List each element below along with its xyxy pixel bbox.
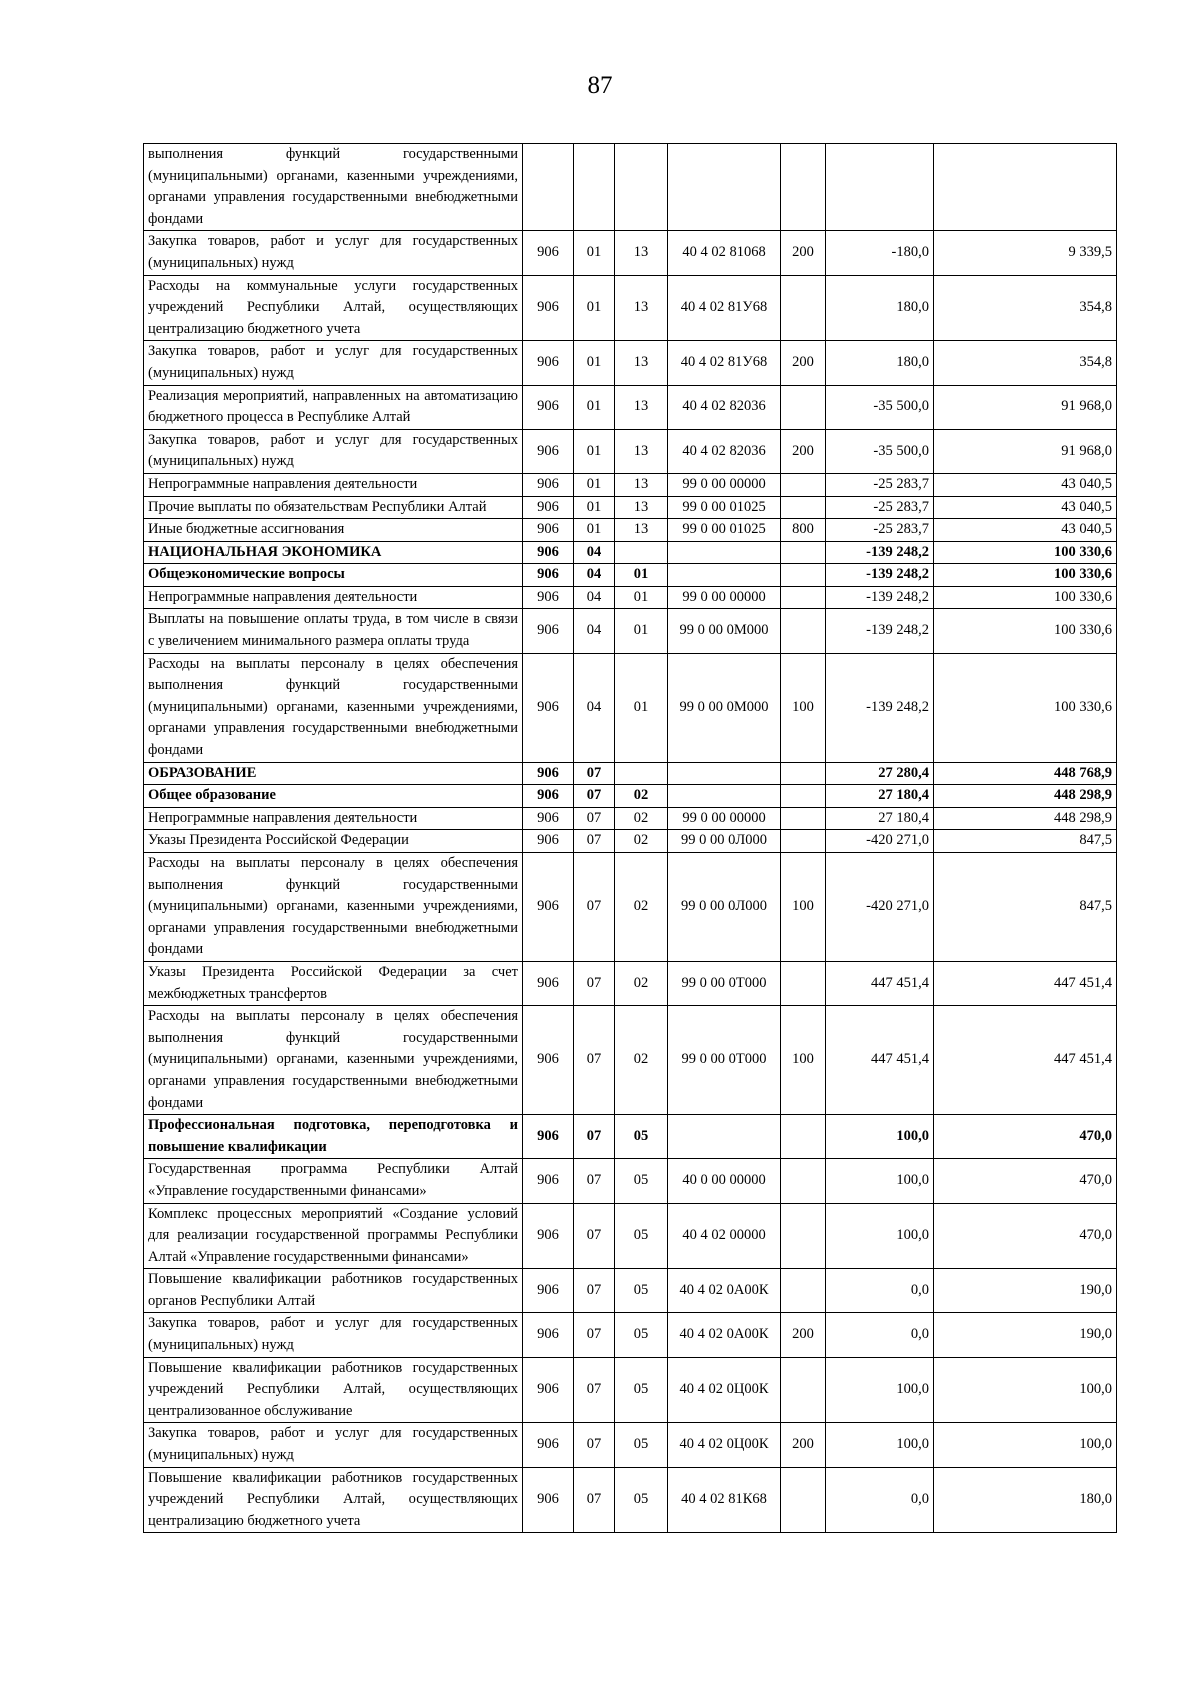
row-target-article-code (668, 144, 781, 231)
row-subsection-code: 05 (615, 1203, 668, 1269)
row-subsection-code: 02 (615, 1006, 668, 1115)
row-total-amount: 43 040,5 (934, 519, 1117, 542)
row-name: Выплаты на повышение оплаты труда, в том числе в связи с увеличением минимального размера оплаты труда (144, 609, 523, 653)
row-change-amount: -420 271,0 (826, 853, 934, 962)
row-change-amount: -25 283,7 (826, 473, 934, 496)
row-section-code: 01 (574, 275, 615, 341)
row-subsection-code: 02 (615, 853, 668, 962)
row-subsection-code: 02 (615, 830, 668, 853)
row-expense-type-code (781, 586, 826, 609)
row-target-article-code (668, 785, 781, 808)
row-subsection-code: 05 (615, 1357, 668, 1423)
row-section-code: 07 (574, 1313, 615, 1357)
row-name: Закупка товаров, работ и услуг для государственных (муниципальных) нужд (144, 429, 523, 473)
row-target-article-code: 40 4 02 81У68 (668, 341, 781, 385)
row-ved-code: 906 (523, 785, 574, 808)
row-ved-code: 906 (523, 1467, 574, 1533)
row-expense-type-code (781, 609, 826, 653)
row-total-amount: 100 330,6 (934, 609, 1117, 653)
row-subsection-code: 01 (615, 653, 668, 762)
row-change-amount: 100,0 (826, 1115, 934, 1159)
row-total-amount: 91 968,0 (934, 429, 1117, 473)
table-row (144, 1159, 1117, 1203)
row-expense-type-code: 200 (781, 1313, 826, 1357)
row-name: Государственная программа Республики Алтай «Управление государственными финансами» (144, 1159, 523, 1203)
table-row (144, 762, 1117, 785)
row-ved-code: 906 (523, 541, 574, 564)
row-subsection-code: 05 (615, 1467, 668, 1533)
row-total-amount: 470,0 (934, 1115, 1117, 1159)
row-expense-type-code (781, 144, 826, 231)
row-ved-code: 906 (523, 429, 574, 473)
row-ved-code: 906 (523, 853, 574, 962)
row-name: Непрограммные направления деятельности (144, 807, 523, 830)
row-total-amount: 100 330,6 (934, 541, 1117, 564)
row-total-amount: 43 040,5 (934, 473, 1117, 496)
row-section-code: 07 (574, 785, 615, 808)
row-subsection-code (615, 144, 668, 231)
row-target-article-code: 40 4 02 0А00К (668, 1313, 781, 1357)
row-ved-code: 906 (523, 1203, 574, 1269)
row-section-code: 01 (574, 519, 615, 542)
table-row (144, 785, 1117, 808)
table-row (144, 341, 1117, 385)
table-row (144, 519, 1117, 542)
row-section-code: 07 (574, 1467, 615, 1533)
row-expense-type-code (781, 807, 826, 830)
row-name: Иные бюджетные ассигнования (144, 519, 523, 542)
row-target-article-code: 99 0 00 01025 (668, 496, 781, 519)
row-ved-code: 906 (523, 1159, 574, 1203)
table-row (144, 385, 1117, 429)
row-target-article-code: 99 0 00 0Т000 (668, 961, 781, 1005)
row-total-amount: 100 330,6 (934, 653, 1117, 762)
row-name: Прочие выплаты по обязательствам Республики Алтай (144, 496, 523, 519)
row-target-article-code: 99 0 00 0Л000 (668, 830, 781, 853)
row-target-article-code: 40 4 02 82036 (668, 429, 781, 473)
row-change-amount: 447 451,4 (826, 1006, 934, 1115)
row-expense-type-code: 100 (781, 653, 826, 762)
row-total-amount: 354,8 (934, 275, 1117, 341)
row-change-amount: 100,0 (826, 1357, 934, 1423)
row-target-article-code: 40 4 02 81У68 (668, 275, 781, 341)
row-target-article-code: 40 0 00 00000 (668, 1159, 781, 1203)
row-target-article-code: 40 4 02 0Ц00К (668, 1357, 781, 1423)
row-expense-type-code: 200 (781, 231, 826, 275)
row-target-article-code (668, 564, 781, 587)
row-ved-code: 906 (523, 1313, 574, 1357)
row-ved-code: 906 (523, 385, 574, 429)
table-row (144, 807, 1117, 830)
row-subsection-code: 13 (615, 231, 668, 275)
row-subsection-code: 13 (615, 519, 668, 542)
row-name: Указы Президента Российской Федерации за счет межбюджетных трансфертов (144, 961, 523, 1005)
row-expense-type-code (781, 541, 826, 564)
row-subsection-code: 13 (615, 385, 668, 429)
table-row (144, 564, 1117, 587)
table-row (144, 1467, 1117, 1533)
row-section-code: 04 (574, 541, 615, 564)
row-expense-type-code (781, 830, 826, 853)
row-change-amount: -420 271,0 (826, 830, 934, 853)
row-name: Общее образование (144, 785, 523, 808)
row-name: Закупка товаров, работ и услуг для государственных (муниципальных) нужд (144, 1423, 523, 1467)
row-section-code: 04 (574, 609, 615, 653)
row-total-amount: 470,0 (934, 1203, 1117, 1269)
row-section-code: 07 (574, 1115, 615, 1159)
row-name: Расходы на коммунальные услуги государственных учреждений Республики Алтай, осуществляющих централизацию бюджетного учета (144, 275, 523, 341)
row-target-article-code (668, 1115, 781, 1159)
row-total-amount: 470,0 (934, 1159, 1117, 1203)
table-row (144, 1269, 1117, 1313)
row-target-article-code: 99 0 00 0М000 (668, 609, 781, 653)
row-subsection-code: 01 (615, 564, 668, 587)
row-ved-code: 906 (523, 807, 574, 830)
table-row (144, 853, 1117, 962)
row-change-amount: 0,0 (826, 1467, 934, 1533)
row-ved-code: 906 (523, 496, 574, 519)
row-ved-code: 906 (523, 586, 574, 609)
row-target-article-code: 99 0 00 0Л000 (668, 853, 781, 962)
row-target-article-code (668, 762, 781, 785)
row-section-code (574, 144, 615, 231)
row-target-article-code: 40 4 02 00000 (668, 1203, 781, 1269)
table-row (144, 1313, 1117, 1357)
row-expense-type-code: 200 (781, 429, 826, 473)
table-row (144, 231, 1117, 275)
row-subsection-code (615, 541, 668, 564)
row-expense-type-code (781, 1467, 826, 1533)
row-subsection-code: 05 (615, 1115, 668, 1159)
row-expense-type-code (781, 785, 826, 808)
row-change-amount: -139 248,2 (826, 653, 934, 762)
row-target-article-code: 40 4 02 81068 (668, 231, 781, 275)
row-change-amount: -25 283,7 (826, 519, 934, 542)
row-total-amount (934, 144, 1117, 231)
row-ved-code: 906 (523, 473, 574, 496)
row-expense-type-code (781, 564, 826, 587)
row-section-code: 01 (574, 429, 615, 473)
row-target-article-code: 40 4 02 82036 (668, 385, 781, 429)
row-target-article-code: 99 0 00 00000 (668, 586, 781, 609)
row-name: Закупка товаров, работ и услуг для государственных (муниципальных) нужд (144, 231, 523, 275)
table-row (144, 1006, 1117, 1115)
row-name: Непрограммные направления деятельности (144, 473, 523, 496)
row-section-code: 07 (574, 1159, 615, 1203)
row-change-amount: 27 280,4 (826, 762, 934, 785)
row-expense-type-code (781, 275, 826, 341)
row-target-article-code: 40 4 02 81К68 (668, 1467, 781, 1533)
row-section-code: 01 (574, 341, 615, 385)
row-change-amount: -139 248,2 (826, 564, 934, 587)
row-total-amount: 91 968,0 (934, 385, 1117, 429)
row-expense-type-code: 200 (781, 341, 826, 385)
row-change-amount: -25 283,7 (826, 496, 934, 519)
row-section-code: 07 (574, 830, 615, 853)
row-total-amount: 448 298,9 (934, 807, 1117, 830)
table-row (144, 1203, 1117, 1269)
row-section-code: 04 (574, 653, 615, 762)
row-change-amount: 180,0 (826, 275, 934, 341)
row-expense-type-code (781, 496, 826, 519)
row-name: ОБРАЗОВАНИЕ (144, 762, 523, 785)
row-total-amount: 447 451,4 (934, 1006, 1117, 1115)
row-expense-type-code: 100 (781, 853, 826, 962)
table-row (144, 496, 1117, 519)
row-change-amount: -35 500,0 (826, 429, 934, 473)
table-row (144, 429, 1117, 473)
row-name: Закупка товаров, работ и услуг для государственных (муниципальных) нужд (144, 341, 523, 385)
row-section-code: 07 (574, 1203, 615, 1269)
row-change-amount: -180,0 (826, 231, 934, 275)
row-total-amount: 190,0 (934, 1269, 1117, 1313)
row-subsection-code: 13 (615, 473, 668, 496)
row-expense-type-code (781, 1159, 826, 1203)
row-ved-code: 906 (523, 519, 574, 542)
row-total-amount: 100,0 (934, 1423, 1117, 1467)
table-row (144, 144, 1117, 231)
row-expense-type-code (781, 1269, 826, 1313)
row-subsection-code: 05 (615, 1159, 668, 1203)
row-subsection-code: 02 (615, 785, 668, 808)
table-row (144, 609, 1117, 653)
row-ved-code: 906 (523, 961, 574, 1005)
row-total-amount: 847,5 (934, 853, 1117, 962)
row-expense-type-code: 200 (781, 1423, 826, 1467)
row-ved-code: 906 (523, 762, 574, 785)
row-total-amount: 448 298,9 (934, 785, 1117, 808)
table-row (144, 1115, 1117, 1159)
row-target-article-code: 99 0 00 01025 (668, 519, 781, 542)
row-subsection-code: 01 (615, 609, 668, 653)
table-row (144, 473, 1117, 496)
table-row (144, 830, 1117, 853)
row-ved-code (523, 144, 574, 231)
row-change-amount: -139 248,2 (826, 586, 934, 609)
table-row (144, 275, 1117, 341)
table-row (144, 961, 1117, 1005)
row-section-code: 07 (574, 1357, 615, 1423)
row-ved-code: 906 (523, 275, 574, 341)
row-total-amount: 43 040,5 (934, 496, 1117, 519)
row-expense-type-code (781, 1357, 826, 1423)
row-expense-type-code (781, 762, 826, 785)
row-target-article-code: 99 0 00 00000 (668, 807, 781, 830)
table-row (144, 1357, 1117, 1423)
row-expense-type-code (781, 1203, 826, 1269)
row-name: Расходы на выплаты персоналу в целях обеспечения выполнения функций государственными (муниципальными) органами, казенными учреждениями, органами управления государственными внебюджетными фондами (144, 853, 523, 962)
row-change-amount: 0,0 (826, 1313, 934, 1357)
budget-table (143, 143, 1117, 1533)
row-ved-code: 906 (523, 609, 574, 653)
row-name: Непрограммные направления деятельности (144, 586, 523, 609)
row-name: НАЦИОНАЛЬНАЯ ЭКОНОМИКА (144, 541, 523, 564)
row-name: Комплекс процессных мероприятий «Создание условий для реализации государственной программы Республики Алтай «Управление государственными финансами» (144, 1203, 523, 1269)
row-change-amount: -139 248,2 (826, 609, 934, 653)
row-name: Повышение квалификации работников государственных учреждений Республики Алтай, осуществляющих централизацию бюджетного учета (144, 1467, 523, 1533)
row-ved-code: 906 (523, 653, 574, 762)
row-name: Закупка товаров, работ и услуг для государственных (муниципальных) нужд (144, 1313, 523, 1357)
row-name: Расходы на выплаты персоналу в целях обеспечения выполнения функций государственными (муниципальными) органами, казенными учреждениями, органами управления государственными внебюджетными фондами (144, 1006, 523, 1115)
row-ved-code: 906 (523, 1115, 574, 1159)
row-total-amount: 9 339,5 (934, 231, 1117, 275)
row-ved-code: 906 (523, 1357, 574, 1423)
row-change-amount: -35 500,0 (826, 385, 934, 429)
row-name: Указы Президента Российской Федерации (144, 830, 523, 853)
row-section-code: 04 (574, 586, 615, 609)
row-name: выполнения функций государственными (муниципальными) органами, казенными учреждениями, органами управления государственными внебюджетными фондами (144, 144, 523, 231)
row-subsection-code: 02 (615, 961, 668, 1005)
row-change-amount: -139 248,2 (826, 541, 934, 564)
row-section-code: 01 (574, 496, 615, 519)
row-ved-code: 906 (523, 1006, 574, 1115)
table-row (144, 586, 1117, 609)
table-row (144, 541, 1117, 564)
row-target-article-code: 99 0 00 0М000 (668, 653, 781, 762)
row-ved-code: 906 (523, 231, 574, 275)
row-section-code: 01 (574, 385, 615, 429)
row-ved-code: 906 (523, 830, 574, 853)
row-subsection-code: 13 (615, 496, 668, 519)
row-section-code: 07 (574, 1006, 615, 1115)
row-name: Профессиональная подготовка, переподготовка и повышение квалификации (144, 1115, 523, 1159)
row-name: Общеэкономические вопросы (144, 564, 523, 587)
row-total-amount: 180,0 (934, 1467, 1117, 1533)
page-number: 87 (587, 72, 613, 99)
row-subsection-code: 05 (615, 1313, 668, 1357)
row-section-code: 04 (574, 564, 615, 587)
row-change-amount: 0,0 (826, 1269, 934, 1313)
row-total-amount: 847,5 (934, 830, 1117, 853)
row-total-amount: 100,0 (934, 1357, 1117, 1423)
row-name: Реализация мероприятий, направленных на автоматизацию бюджетного процесса в Республике Алтай (144, 385, 523, 429)
row-change-amount: 100,0 (826, 1203, 934, 1269)
row-change-amount: 447 451,4 (826, 961, 934, 1005)
row-subsection-code: 01 (615, 586, 668, 609)
row-subsection-code: 05 (615, 1269, 668, 1313)
row-change-amount: 27 180,4 (826, 785, 934, 808)
row-name: Расходы на выплаты персоналу в целях обеспечения выполнения функций государственными (муниципальными) органами, казенными учреждениями, органами управления государственными внебюджетными фондами (144, 653, 523, 762)
row-subsection-code: 05 (615, 1423, 668, 1467)
row-change-amount: 100,0 (826, 1423, 934, 1467)
row-section-code: 07 (574, 807, 615, 830)
row-section-code: 07 (574, 1423, 615, 1467)
row-total-amount: 100 330,6 (934, 564, 1117, 587)
row-expense-type-code (781, 1115, 826, 1159)
row-total-amount: 447 451,4 (934, 961, 1117, 1005)
row-section-code: 01 (574, 231, 615, 275)
row-expense-type-code (781, 385, 826, 429)
row-subsection-code: 13 (615, 429, 668, 473)
row-subsection-code: 13 (615, 341, 668, 385)
row-name: Повышение квалификации работников государственных учреждений Республики Алтай, осуществляющих централизованное обслуживание (144, 1357, 523, 1423)
row-change-amount (826, 144, 934, 231)
row-total-amount: 448 768,9 (934, 762, 1117, 785)
row-section-code: 07 (574, 961, 615, 1005)
row-total-amount: 100 330,6 (934, 586, 1117, 609)
row-ved-code: 906 (523, 1423, 574, 1467)
row-section-code: 07 (574, 762, 615, 785)
row-target-article-code (668, 541, 781, 564)
row-target-article-code: 40 4 02 0А00К (668, 1269, 781, 1313)
row-change-amount: 100,0 (826, 1159, 934, 1203)
row-expense-type-code (781, 961, 826, 1005)
table-row (144, 1423, 1117, 1467)
row-target-article-code: 40 4 02 0Ц00К (668, 1423, 781, 1467)
row-total-amount: 354,8 (934, 341, 1117, 385)
row-ved-code: 906 (523, 564, 574, 587)
row-name: Повышение квалификации работников государственных органов Республики Алтай (144, 1269, 523, 1313)
row-subsection-code: 02 (615, 807, 668, 830)
row-change-amount: 180,0 (826, 341, 934, 385)
row-subsection-code: 13 (615, 275, 668, 341)
row-ved-code: 906 (523, 1269, 574, 1313)
row-change-amount: 27 180,4 (826, 807, 934, 830)
row-target-article-code: 99 0 00 0Т000 (668, 1006, 781, 1115)
row-subsection-code (615, 762, 668, 785)
row-total-amount: 190,0 (934, 1313, 1117, 1357)
row-section-code: 07 (574, 853, 615, 962)
row-expense-type-code (781, 473, 826, 496)
row-ved-code: 906 (523, 341, 574, 385)
row-section-code: 07 (574, 1269, 615, 1313)
row-expense-type-code: 800 (781, 519, 826, 542)
row-section-code: 01 (574, 473, 615, 496)
row-target-article-code: 99 0 00 00000 (668, 473, 781, 496)
table-row (144, 653, 1117, 762)
row-expense-type-code: 100 (781, 1006, 826, 1115)
